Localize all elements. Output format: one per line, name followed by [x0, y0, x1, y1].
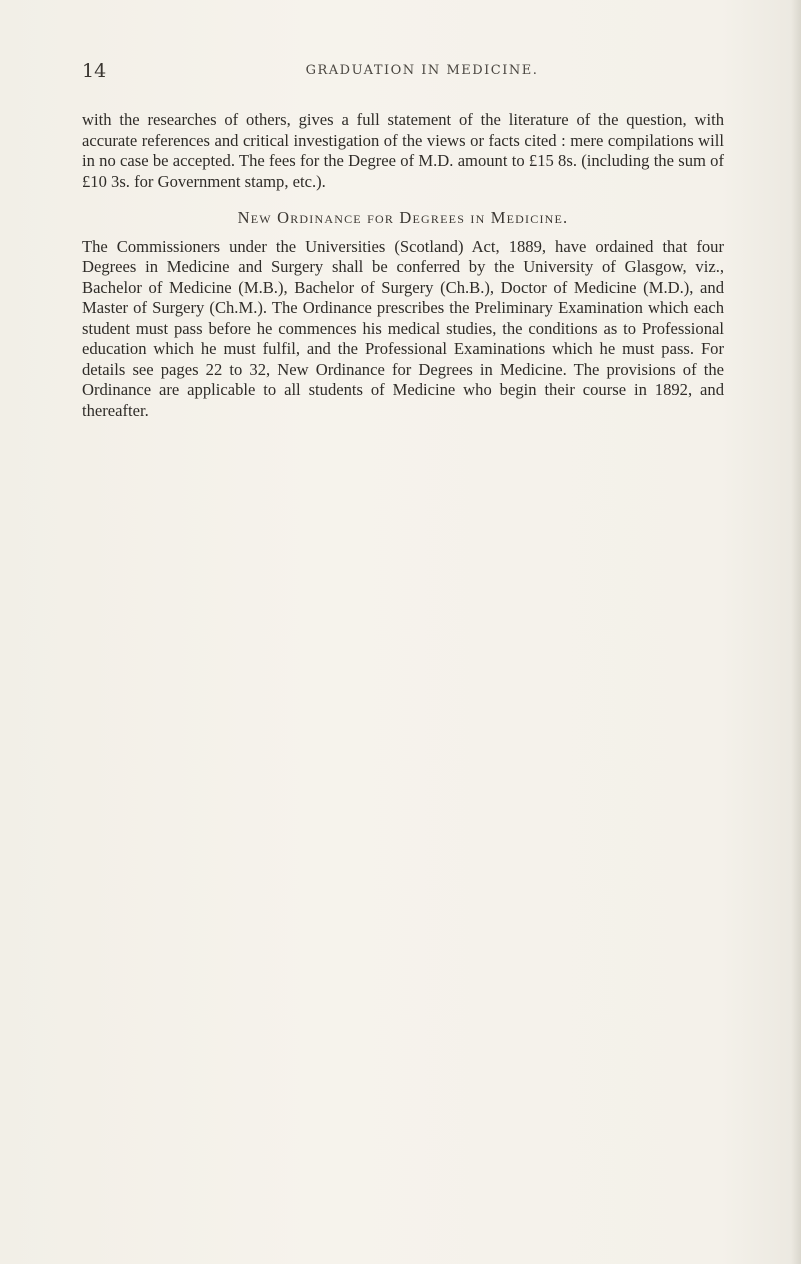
running-head [82, 60, 722, 84]
page-number: 14 [82, 60, 107, 82]
body-text [82, 110, 724, 421]
paragraph-fees: with the researches of others, gives a full statement of the literature of the question, with accurate references and critical investigation of the views or facts cited : mere compilations will in no case be accepted. The fees for the Degree of M.D. amount to £15 8s. (including the sum of £10 3s. for Government stamp, etc.). [82, 110, 724, 191]
running-title: GRADUATION IN MEDICINE. [305, 63, 539, 78]
page-edge-shadow [791, 0, 801, 1264]
section-heading: New Ordinance for Degrees in Medicine. [237, 208, 569, 227]
paragraph-ordinance: The Commissioners under the Universities (Scotland) Act, 1889, have ordained that four Degrees in Medicine and Surgery shall be conferred by the University of Glasgow, viz., Bachelor of Medicine (M.B.), Bachelor of Surgery (Ch.B.), Doctor of Medicine (M.D.), and Master of Surgery (Ch.M.). The Ordinance prescribes the Preliminary Examination which each student must pass before he commences his medical studies, the conditions as to Professional education which he must fulfil, and the Professional Examinations which he must pass. For details see pages 22 to 32, New Ordinance for Degrees in Medicine. The provisions of the Ordinance are applicable to all students of Medicine who begin their course in 1892, and thereafter. [82, 236, 724, 420]
